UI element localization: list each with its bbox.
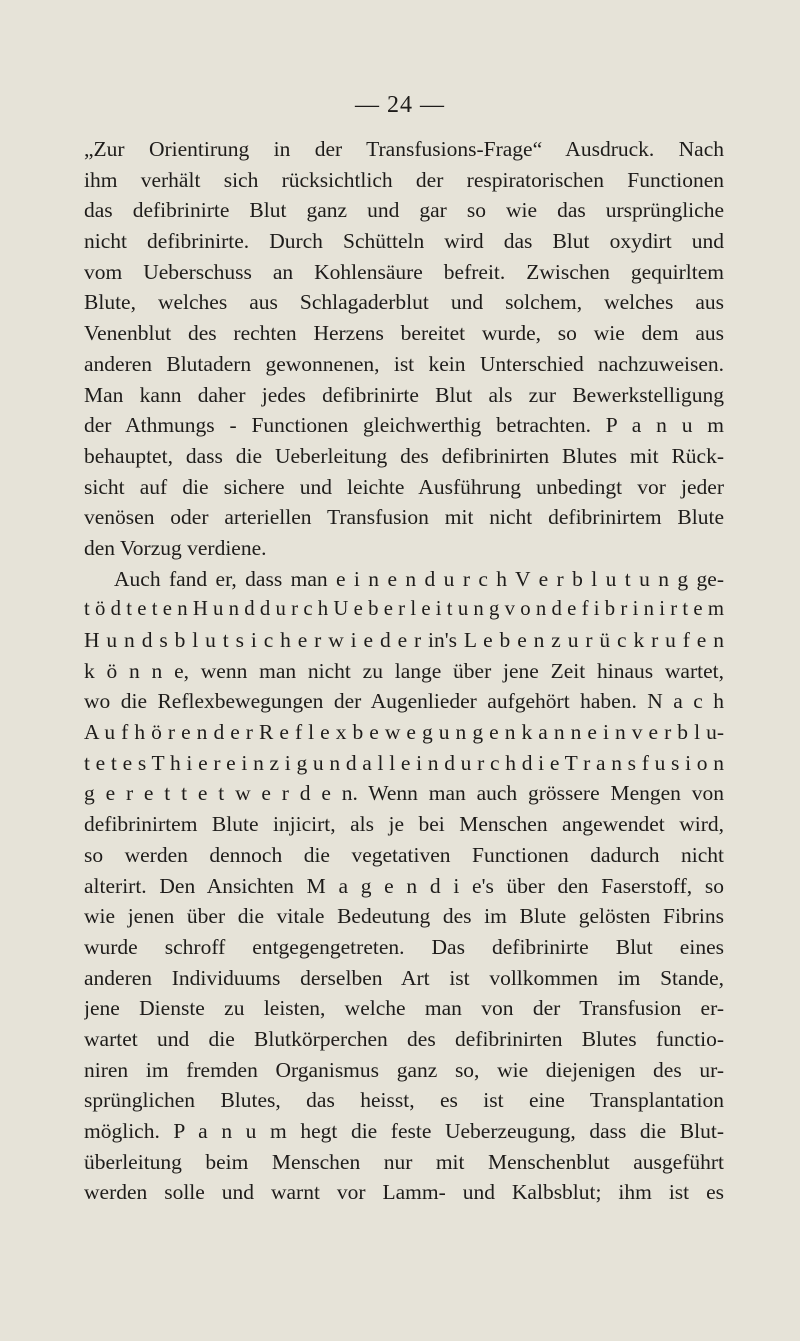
text-line: t e t e s T h i e r e i n z i g u n d a l l e i n d u r c h d i e T r a n s f u s i o n [84,750,724,775]
text-line: k ö n n e, wenn man nicht zu lange über jene Zeit hinaus wartet, [84,658,724,683]
text-line: überleitung beim Menschen nur mit Menschenblut ausgeführt [84,1149,724,1174]
text-line: Man kann daher jedes defibrinirte Blut als zur Bewerkstelligung [84,382,724,407]
text-line: A u f h ö r e n d e r R e f l e x b e w e g u n g e n k a n n e i n v e r b l u- [84,720,724,745]
text-line: anderen Individuums derselben Art ist vollkommen im Stande, [84,965,724,990]
text-line: jene Dienste zu leisten, welche man von der Transfusion er- [84,996,724,1021]
text-line: alterirt. Den Ansichten M a g e n d i e's über den Faserstoff, so [84,873,724,898]
text-line: g e r e t t e t w e r d e n. Wenn man auch grössere Mengen von [84,781,724,806]
text-line: der Athmungs - Functionen gleichwerthig betrachten. P a n u m [84,413,724,438]
text-line: das defibrinirte Blut ganz und gar so wie das ursprüngliche [84,198,724,223]
text-line: Venenblut des rechten Herzens bereitet wurde, so wie dem aus [84,321,724,346]
text-line: wurde schroff entgegengetreten. Das defibrinirte Blut eines [84,934,724,959]
text-line: anderen Blutadern gewonnenen, ist kein Unterschied nachzuweisen. [84,351,724,376]
text-line: „Zur Orientirung in der Transfusions-Frage“ Ausdruck. Nach [84,137,724,161]
paragraph-end-line: den Vorzug verdiene. [84,535,267,560]
page-number: — 24 — [355,92,445,118]
text-line: niren im fremden Organismus ganz so, wie diejenigen des ur- [84,1057,724,1082]
text-line: behauptet, dass die Ueberleitung des defibrinirten Blutes mit Rück- [84,443,724,468]
text-line: sprünglichen Blutes, das heisst, es ist eine Transplantation [84,1088,724,1113]
text-line: so werden dennoch die vegetativen Functionen dadurch nicht [84,842,724,867]
text-line: Blute, welches aus Schlagaderblut und solchem, welches aus [84,290,724,315]
text-line: ihm verhält sich rücksichtlich der respiratorischen Functionen [84,167,724,192]
text-line: t ö d t e t e n H u n d d u r c h U e b e r l e i t u n g v o n d e f i b r i n i r t e m [84,598,724,621]
text-line: wie jenen über die vitale Bedeutung des im Blute gelösten Fibrins [84,904,724,929]
paragraph-start-line: Auch fand er, dass man e i n e n d u r c h V e r b l u t u n g ge- [114,566,724,591]
text-line: vom Ueberschuss an Kohlensäure befreit. Zwischen gequirltem [84,259,724,284]
text-line: venösen oder arteriellen Transfusion mit nicht defibrinirtem Blute [84,505,724,530]
body-text [84,134,724,1208]
text-line: nicht defibrinirte. Durch Schütteln wird das Blut oxydirt und [84,229,724,254]
text-line: sicht auf die sichere und leichte Ausführung unbedingt vor jeder [84,474,724,499]
text-line: defibrinirtem Blute injicirt, als je bei Menschen angewendet wird, [84,812,724,837]
text-line: wo die Reflexbewegungen der Augenlieder aufgehört haben. N a c h [84,689,724,714]
text-line: wartet und die Blutkörperchen des defibrinirten Blutes functio- [84,1026,724,1051]
text-line: werden solle und warnt vor Lamm- und Kalbsblut; ihm ist es [84,1180,724,1205]
text-line: H u n d s b l u t s i c h e r w i e d e r in's L e b e n z u r ü c k r u f e n [84,628,724,652]
text-line: möglich. P a n u m hegt die feste Ueberzeugung, dass die Blut- [84,1119,724,1143]
